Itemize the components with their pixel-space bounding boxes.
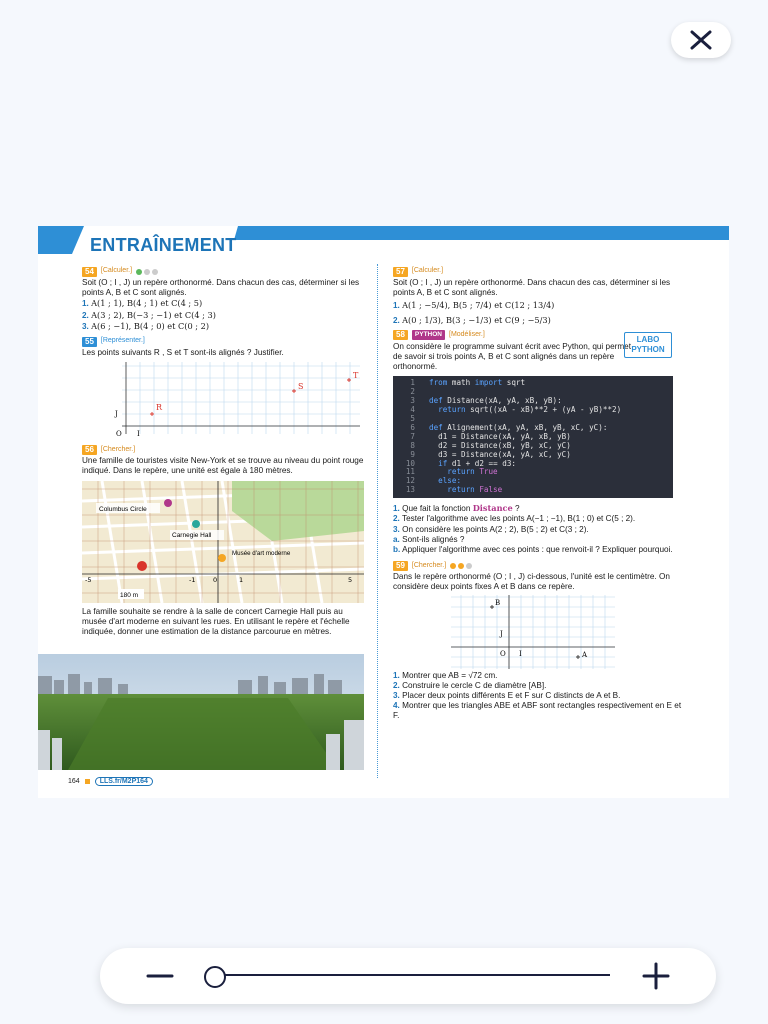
- line-number: 1: [410, 378, 415, 388]
- exercise-57-intro: Soit (O ; I , J) un repère orthonormé. Dans chacun des cas, déterminer si les points A, B et C sont alignés.: [393, 278, 671, 298]
- columbus-circle-marker: [164, 499, 172, 507]
- line-number: 5: [410, 414, 415, 424]
- close-button[interactable]: [671, 22, 731, 58]
- page-title: ENTRAÎNEMENT: [90, 235, 237, 255]
- exercise-tag: [Chercher.]: [100, 445, 136, 453]
- plus-icon: [640, 960, 672, 992]
- exercise-58-q3a: a. Sont-ils alignés ?: [393, 534, 465, 544]
- line-number: 12: [405, 476, 415, 486]
- difficulty-dots: [136, 269, 158, 275]
- point-r-label: R: [156, 403, 163, 413]
- central-park-photo: [38, 654, 364, 770]
- code-text: if d1 + d2 == d3:: [438, 458, 516, 468]
- exercise-56-question: La famille souhaite se rendre à la salle de concert Carnegie Hall puis au musée d'art moderne en suivant les rues. En utilisant le repère et l'échelle indiquée, donner une estimation de la distance parcourue en mètres.: [82, 606, 350, 637]
- python-code-block: [393, 376, 673, 498]
- page-number: 164: [68, 778, 80, 785]
- exercise-54-intro: Soit (O ; I , J) un repère orthonormé. Dans chacun des cas, déterminer si les points A, B et C sont alignés.: [82, 278, 360, 298]
- exercise-tag: [Calculer.]: [100, 267, 133, 275]
- minus-icon: [144, 960, 176, 992]
- code-text: def Alignement(xA, yA, xB, yB, xC, yC):: [429, 422, 608, 432]
- line-number: 3: [410, 396, 415, 406]
- exercise-number: 54: [82, 267, 97, 277]
- difficulty-dots: [450, 563, 472, 569]
- code-text: return True: [447, 467, 498, 477]
- point-s-label: S: [298, 382, 304, 392]
- exercise-number: 59: [393, 561, 408, 571]
- exercise-59-header: [393, 560, 683, 571]
- exercise-57-item-2: 2. A(0 ; 1/3), B(3 ; −1/3) et C(9 ; −5/3): [393, 314, 551, 325]
- exercise-58-q1: 1. Que fait la fonction Distance ?: [393, 503, 520, 514]
- exercise-59-item-2: 2. Construire le cercle C de diamètre [AB].: [393, 680, 547, 690]
- scale-label: 180 m: [120, 591, 139, 599]
- exercise-56-text: Une famille de touristes visite New-York et se trouve au niveau du point rouge indiqué. Dans le repère, une unité est égale à 180 mètres.: [82, 456, 364, 476]
- exercise-54-item-3: 3. A(6 ; −1), B(4 ; 0) et C(0 ; 2): [82, 320, 210, 331]
- axis-o-label: O: [500, 649, 506, 658]
- point-a-marker: [576, 655, 580, 659]
- line-number: 10: [405, 458, 415, 468]
- exercise-58-q2: 2. Tester l'algorithme avec les points A(−1 ; −1), B(1 ; 0) et C(5 ; 2).: [393, 514, 636, 524]
- line-number: 6: [410, 422, 415, 432]
- zoom-out-button[interactable]: [144, 960, 176, 992]
- exercise-59-graph: [393, 595, 683, 669]
- exercise-tag: [Calculer.]: [411, 267, 444, 275]
- labo-python-badge[interactable]: LABO PYTHON: [624, 332, 672, 358]
- axis-j-label: J: [500, 629, 503, 638]
- carnegie-hall-marker: [192, 520, 200, 528]
- axis-j-label: J: [115, 410, 118, 419]
- axis-o-label: O: [116, 430, 122, 439]
- line-number: 8: [410, 440, 415, 450]
- exercise-tag: [Modéliser.]: [449, 331, 485, 339]
- zoom-slider-track[interactable]: [218, 974, 610, 976]
- exercise-58-q3: 3. On considère les points A(2 ; 2), B(5 ; 2) et C(3 ; 2).: [393, 524, 589, 534]
- point-b-marker: [490, 605, 494, 609]
- axis-i-label: I: [137, 430, 140, 439]
- textbook-page: [38, 226, 729, 798]
- zoom-in-button[interactable]: [640, 960, 672, 992]
- exercise-58-q3b: b. Appliquer l'algorithme avec ces points : que renvoit-il ? Expliquer pourquoi.: [393, 545, 673, 555]
- tick-label: -5: [85, 575, 92, 584]
- code-text: d2 = Distance(xB, yB, xC, yC): [438, 440, 571, 450]
- python-badge: PYTHON: [412, 330, 445, 340]
- code-text: from math import sqrt: [429, 378, 526, 388]
- zoom-bar: [100, 948, 716, 1004]
- exercise-55-header: [82, 336, 364, 347]
- page-footer: [68, 777, 153, 786]
- close-icon: [687, 30, 715, 50]
- tick-label: 5: [348, 575, 353, 584]
- line-number: 9: [410, 449, 415, 459]
- code-line: [393, 486, 673, 495]
- exercise-59-item-4: 4. Montrer que les triangles ABE et ABF sont rectangles respectivement en E et F.: [393, 701, 682, 721]
- exercise-59-item-3: 3. Placer deux points différents E et F sur C distincts de A et B.: [393, 691, 621, 701]
- line-number: 4: [410, 405, 415, 415]
- line-number: 13: [405, 485, 415, 495]
- point-b-label: B: [495, 598, 501, 607]
- museum-marker: [218, 554, 226, 562]
- code-text: return sqrt((xA - xB)**2 + (yA - yB)**2): [438, 405, 622, 415]
- exercise-57-item-1: 1. A(1 ; −5/4), B(5 ; 7/4) et C(12 ; 13/4): [393, 300, 555, 311]
- museum-label: Musée d'art moderne: [232, 549, 291, 557]
- page-link[interactable]: LLS.fr/M2P164: [95, 777, 153, 786]
- tick-label: 0: [213, 575, 218, 584]
- exercise-tag: [Représenter.]: [100, 337, 145, 345]
- exercise-tag: [Chercher.]: [411, 561, 447, 569]
- axis-i-label: I: [519, 649, 522, 658]
- exercise-number: 55: [82, 337, 97, 347]
- exercise-57-header: [393, 266, 683, 277]
- tick-label: 1: [239, 575, 244, 584]
- zoom-slider-thumb[interactable]: [204, 966, 226, 988]
- tick-label: -1: [189, 575, 196, 584]
- code-text: return False: [447, 485, 503, 495]
- exercise-number: 58: [393, 330, 408, 340]
- exercise-number: 56: [82, 445, 97, 455]
- exercise-59-item-1: 1. Montrer que AB = √72 cm.: [393, 670, 498, 680]
- exercise-59-intro: Dans le repère orthonormé (O ; I , J) ci-dessous, l'unité est le centimètre. On considère deux points fixes A et B dans ce repère.: [393, 572, 670, 592]
- exercise-55-graph: [82, 360, 364, 440]
- new-york-map: [82, 481, 364, 603]
- exercise-56-header: [82, 444, 364, 455]
- columbus-circle-label: Columbus Circle: [99, 505, 147, 513]
- carnegie-hall-label: Carnegie Hall: [172, 531, 212, 539]
- code-line: [393, 379, 673, 388]
- line-number: 2: [410, 387, 415, 397]
- code-text: d3 = Distance(xA, yA, xC, yC): [438, 449, 571, 459]
- exercise-58-intro: On considère le programme suivant écrit avec Python, qui permet de savoir si trois points A, B et C sont alignés dans un repère orthonormé.: [393, 341, 632, 372]
- code-text: def Distance(xA, yA, xB, yB):: [429, 396, 562, 406]
- left-column: [82, 266, 364, 637]
- line-number: 7: [410, 431, 415, 441]
- exercise-54-item-1: 1. A(1 ; 1), B(4 ; 1) et C(4 ; 5): [82, 298, 203, 309]
- exercise-54-header: [82, 266, 364, 277]
- point-t-label: T: [353, 371, 359, 381]
- family-position-marker: [137, 561, 147, 571]
- code-text: d1 = Distance(xA, yA, xB, yB): [438, 431, 571, 441]
- exercise-55-text: Les points suivants R , S et T sont-ils alignés ? Justifier.: [82, 348, 284, 358]
- exercise-number: 57: [393, 267, 408, 277]
- code-text: else:: [438, 476, 462, 486]
- line-number: 11: [405, 467, 415, 477]
- exercise-54-item-2: 2. A(3 ; 2), B(−3 ; −1) et C(4 ; 3): [82, 309, 216, 320]
- point-a-label: A: [582, 650, 588, 659]
- column-divider: [377, 264, 378, 778]
- code-line: [393, 406, 673, 415]
